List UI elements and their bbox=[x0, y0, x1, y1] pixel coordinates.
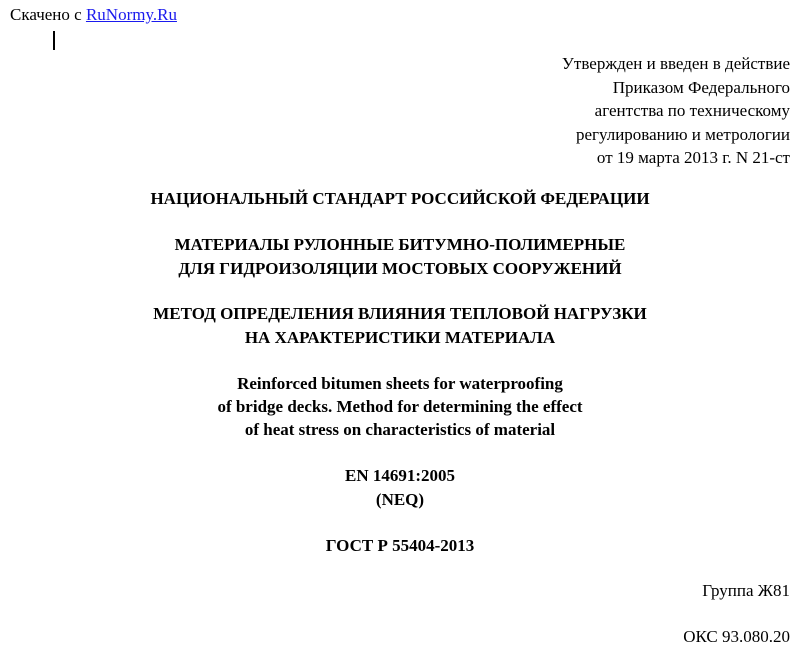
approval-block bbox=[430, 52, 790, 170]
english-title-line: of bridge decks. Method for determining the effect bbox=[217, 397, 583, 416]
method-title-line: НА ХАРАКТЕРИСТИКИ МАТЕРИАЛА bbox=[244, 327, 556, 347]
en-standard-reference bbox=[0, 464, 796, 511]
english-title-line: of heat stress on characteristics of material bbox=[244, 420, 556, 439]
english-title-line: Reinforced bitumen sheets for waterproofing bbox=[237, 374, 563, 393]
method-title-line: МЕТОД ОПРЕДЕЛЕНИЯ ВЛИЯНИЯ ТЕПЛОВОЙ НАГРУЗКИ bbox=[153, 304, 647, 323]
approval-line: от 19 марта 2013 г. N 21-ст bbox=[596, 148, 790, 167]
source-link[interactable]: RuNormy.Ru bbox=[85, 5, 177, 24]
approval-line: Утвержден и введен в действие bbox=[561, 54, 790, 73]
method-title bbox=[0, 302, 796, 349]
source-prefix: Скачено с bbox=[10, 5, 82, 24]
group-code: Группа Ж81 bbox=[702, 581, 790, 600]
text-cursor bbox=[53, 31, 55, 50]
en-standard-equivalence: (NEQ) bbox=[375, 489, 425, 509]
approval-line: Приказом Федерального bbox=[612, 77, 790, 97]
en-standard-code: EN 14691:2005 bbox=[344, 466, 456, 485]
materials-title bbox=[0, 233, 796, 280]
source-line bbox=[10, 5, 177, 25]
materials-title-line: ДЛЯ ГИДРОИЗОЛЯЦИИ МОСТОВЫХ СООРУЖЕНИЙ bbox=[178, 258, 622, 278]
english-title bbox=[0, 372, 796, 441]
approval-line: регулированию и метрологии bbox=[575, 124, 790, 144]
approval-line: агентства по техническому bbox=[594, 101, 790, 120]
oks-code: ОКС 93.080.20 bbox=[683, 627, 790, 646]
gost-number: ГОСТ Р 55404-2013 bbox=[325, 536, 475, 555]
national-standard-heading: НАЦИОНАЛЬНЫЙ СТАНДАРТ РОССИЙСКОЙ ФЕДЕРАЦИИ bbox=[150, 189, 650, 208]
materials-title-line: МАТЕРИАЛЫ РУЛОННЫЕ БИТУМНО-ПОЛИМЕРНЫЕ bbox=[174, 235, 626, 254]
